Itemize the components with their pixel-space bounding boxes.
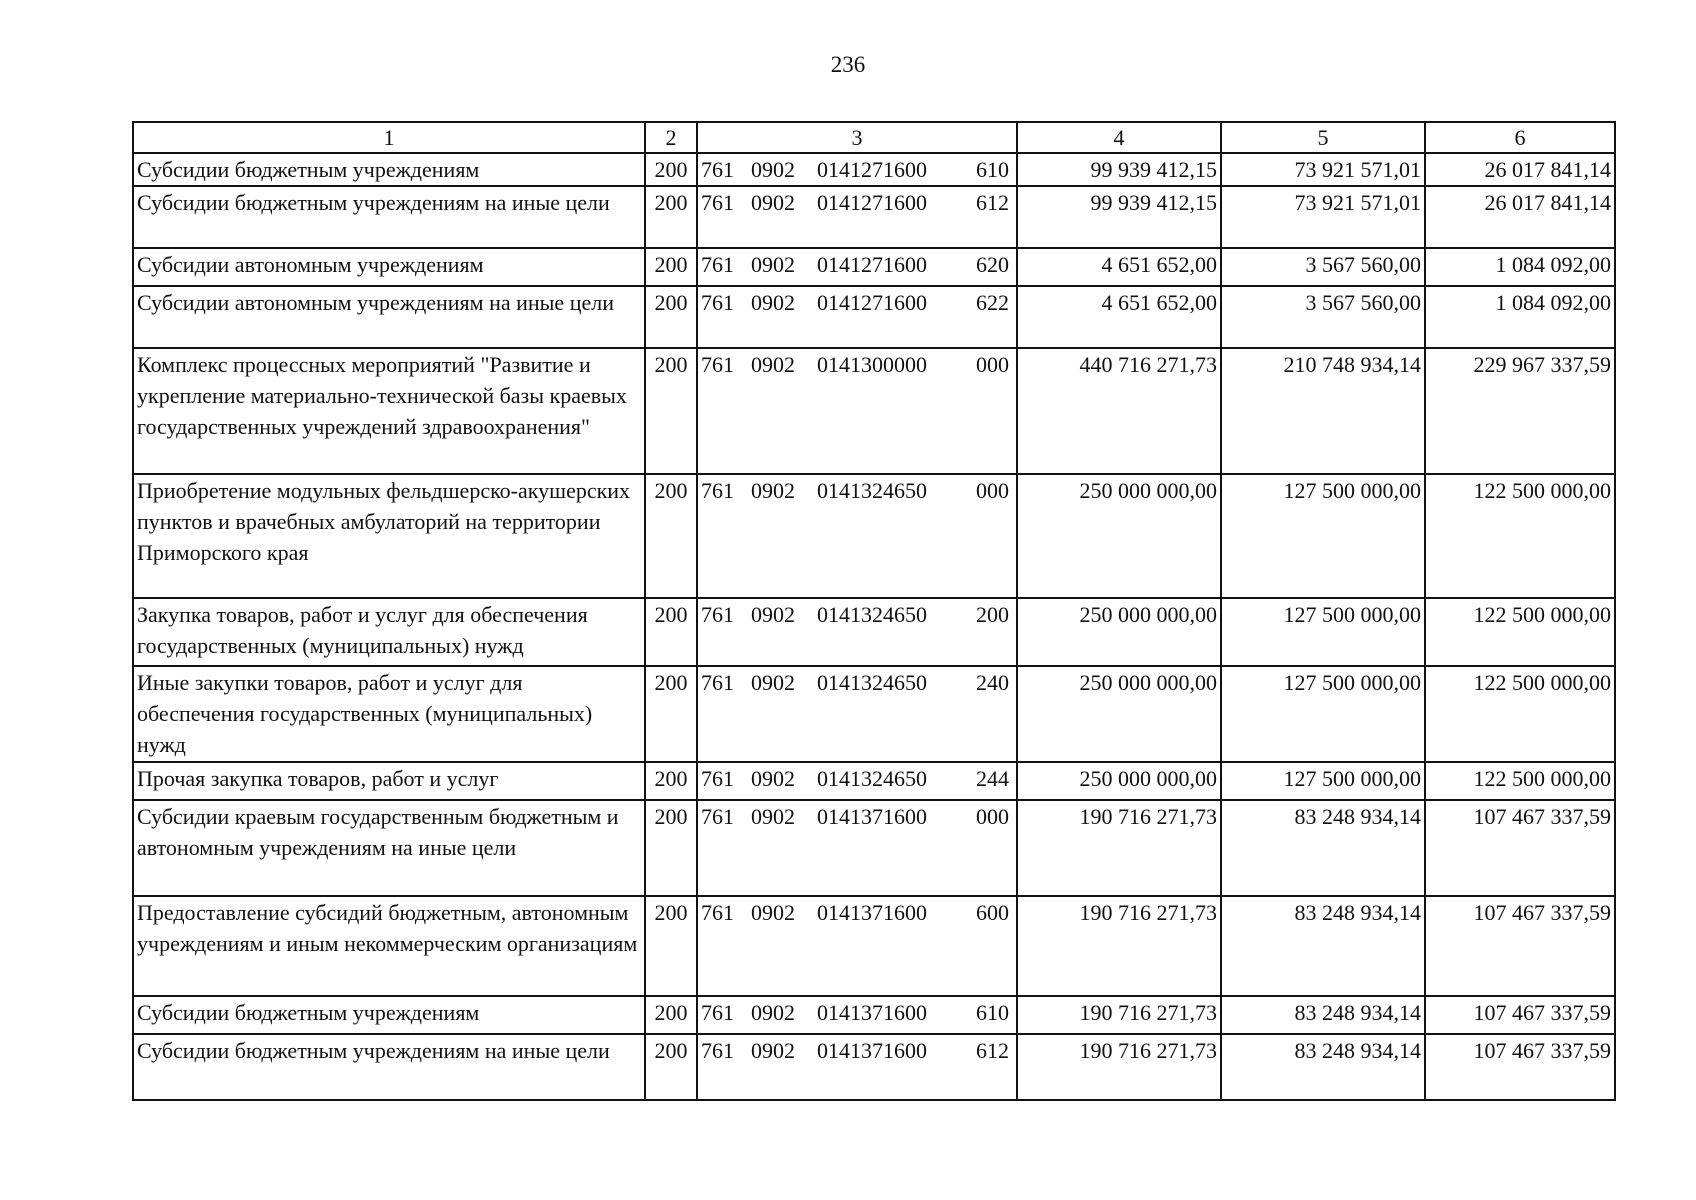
amount-col4-cell: 250 000 000,00 [1017, 666, 1221, 762]
classification-code-cell [697, 996, 1017, 1034]
code-200-cell: 200 [645, 666, 697, 762]
expense-type-code: 000 [976, 352, 1009, 377]
table-row [133, 996, 1615, 1034]
classification-code-cell [697, 896, 1017, 996]
amount-col4-cell: 4 651 652,00 [1017, 286, 1221, 348]
amount-col6-cell: 107 467 337,59 [1425, 896, 1615, 996]
expense-type-code: 622 [976, 290, 1009, 315]
code-200-cell: 200 [645, 153, 697, 186]
classification-code-cell [697, 474, 1017, 598]
row-name-cell: Иные закупки товаров, работ и услуг для обеспечения государственных (муниципальных) нужд [133, 666, 645, 762]
ministry-code: 761 [701, 157, 734, 182]
header-cell: 5 [1221, 122, 1425, 153]
ministry-code: 761 [701, 602, 734, 627]
amount-col4-cell: 250 000 000,00 [1017, 762, 1221, 800]
amount-col5-cell: 73 921 571,01 [1221, 186, 1425, 248]
amount-col6-cell: 122 500 000,00 [1425, 666, 1615, 762]
target-article-code: 0141324650 [817, 766, 927, 791]
classification-code-cell [697, 248, 1017, 286]
section-code: 0902 [751, 804, 795, 829]
table-body [133, 122, 1615, 1100]
target-article-code: 0141371600 [817, 804, 927, 829]
amount-col6-cell: 26 017 841,14 [1425, 186, 1615, 248]
table-row [133, 186, 1615, 248]
code-200-cell: 200 [645, 248, 697, 286]
amount-col4-cell: 190 716 271,73 [1017, 996, 1221, 1034]
target-article-code: 0141371600 [817, 1000, 927, 1025]
ministry-code: 761 [701, 766, 734, 791]
section-code: 0902 [751, 478, 795, 503]
amount-col5-cell: 3 567 560,00 [1221, 286, 1425, 348]
table-row [133, 598, 1615, 666]
code-200-cell: 200 [645, 598, 697, 666]
expense-type-code: 620 [976, 252, 1009, 277]
target-article-code: 0141371600 [817, 900, 927, 925]
amount-col5-cell: 83 248 934,14 [1221, 996, 1425, 1034]
table-row [133, 153, 1615, 186]
row-name-cell: Субсидии бюджетным учреждениям [133, 153, 645, 186]
target-article-code: 0141271600 [817, 290, 927, 315]
amount-col6-cell: 1 084 092,00 [1425, 248, 1615, 286]
header-cell: 2 [645, 122, 697, 153]
amount-col6-cell: 122 500 000,00 [1425, 598, 1615, 666]
code-200-cell: 200 [645, 762, 697, 800]
table-row [133, 666, 1615, 762]
amount-col5-cell: 3 567 560,00 [1221, 248, 1425, 286]
expense-type-code: 612 [976, 190, 1009, 215]
section-code: 0902 [751, 290, 795, 315]
page-number: 236 [830, 52, 866, 77]
amount-col4-cell: 250 000 000,00 [1017, 598, 1221, 666]
code-200-cell: 200 [645, 286, 697, 348]
table-row [133, 474, 1615, 598]
code-200-cell: 200 [645, 996, 697, 1034]
amount-col4-cell: 190 716 271,73 [1017, 896, 1221, 996]
target-article-code: 0141271600 [817, 190, 927, 215]
expense-type-code: 000 [976, 804, 1009, 829]
amount-col6-cell: 122 500 000,00 [1425, 762, 1615, 800]
section-code: 0902 [751, 900, 795, 925]
classification-code-cell [697, 598, 1017, 666]
code-200-cell: 200 [645, 1034, 697, 1100]
section-code: 0902 [751, 1000, 795, 1025]
row-name-cell: Субсидии бюджетным учреждениям на иные цели [133, 186, 645, 248]
target-article-code: 0141324650 [817, 670, 927, 695]
amount-col6-cell: 1 084 092,00 [1425, 286, 1615, 348]
ministry-code: 761 [701, 804, 734, 829]
classification-code-cell [697, 762, 1017, 800]
section-code: 0902 [751, 1038, 795, 1063]
expense-type-code: 610 [976, 157, 1009, 182]
table-row [133, 286, 1615, 348]
amount-col5-cell: 127 500 000,00 [1221, 474, 1425, 598]
amount-col4-cell: 99 939 412,15 [1017, 153, 1221, 186]
code-200-cell: 200 [645, 186, 697, 248]
ministry-code: 761 [701, 900, 734, 925]
amount-col5-cell: 210 748 934,14 [1221, 348, 1425, 474]
expense-type-code: 610 [976, 1000, 1009, 1025]
ministry-code: 761 [701, 1000, 734, 1025]
amount-col5-cell: 83 248 934,14 [1221, 896, 1425, 996]
row-name-cell: Субсидии бюджетным учреждениям на иные цели [133, 1034, 645, 1100]
amount-col4-cell: 99 939 412,15 [1017, 186, 1221, 248]
row-name-cell: Субсидии бюджетным учреждениям [133, 996, 645, 1034]
row-name-cell: Предоставление субсидий бюджетным, автономным учреждениям и иным некоммерческим организациям [133, 896, 645, 996]
section-code: 0902 [751, 190, 795, 215]
section-code: 0902 [751, 157, 795, 182]
amount-col6-cell: 107 467 337,59 [1425, 800, 1615, 896]
table-header-row [133, 122, 1615, 153]
amount-col6-cell: 122 500 000,00 [1425, 474, 1615, 598]
row-name-cell: Прочая закупка товаров, работ и услуг [133, 762, 645, 800]
amount-col5-cell: 127 500 000,00 [1221, 598, 1425, 666]
code-200-cell: 200 [645, 800, 697, 896]
amount-col5-cell: 83 248 934,14 [1221, 800, 1425, 896]
row-name-cell: Приобретение модульных фельдшерско-акушерских пунктов и врачебных амбулаторий на территории Приморского края [133, 474, 645, 598]
amount-col5-cell: 83 248 934,14 [1221, 1034, 1425, 1100]
row-name-cell: Субсидии автономным учреждениям на иные цели [133, 286, 645, 348]
amount-col4-cell: 190 716 271,73 [1017, 800, 1221, 896]
amount-col6-cell: 107 467 337,59 [1425, 1034, 1615, 1100]
code-200-cell: 200 [645, 348, 697, 474]
amount-col4-cell: 190 716 271,73 [1017, 1034, 1221, 1100]
target-article-code: 0141324650 [817, 602, 927, 627]
section-code: 0902 [751, 252, 795, 277]
table-row [133, 348, 1615, 474]
classification-code-cell [697, 153, 1017, 186]
header-cell: 3 [697, 122, 1017, 153]
expense-type-code: 244 [976, 766, 1009, 791]
ministry-code: 761 [701, 670, 734, 695]
section-code: 0902 [751, 670, 795, 695]
expense-type-code: 612 [976, 1038, 1009, 1063]
target-article-code: 0141371600 [817, 1038, 927, 1063]
row-name-cell: Закупка товаров, работ и услуг для обеспечения государственных (муниципальных) нужд [133, 598, 645, 666]
header-cell: 1 [133, 122, 645, 153]
expense-type-code: 600 [976, 900, 1009, 925]
amount-col4-cell: 250 000 000,00 [1017, 474, 1221, 598]
expense-type-code: 000 [976, 478, 1009, 503]
row-name-cell: Субсидии краевым государственным бюджетным и автономным учреждениям на иные цели [133, 800, 645, 896]
ministry-code: 761 [701, 190, 734, 215]
code-200-cell: 200 [645, 474, 697, 598]
classification-code-cell [697, 666, 1017, 762]
classification-code-cell [697, 800, 1017, 896]
ministry-code: 761 [701, 252, 734, 277]
amount-col5-cell: 73 921 571,01 [1221, 153, 1425, 186]
target-article-code: 0141271600 [817, 157, 927, 182]
amount-col5-cell: 127 500 000,00 [1221, 762, 1425, 800]
table-row [133, 1034, 1615, 1100]
ministry-code: 761 [701, 478, 734, 503]
expense-type-code: 200 [976, 602, 1009, 627]
target-article-code: 0141271600 [817, 252, 927, 277]
expense-type-code: 240 [976, 670, 1009, 695]
amount-col6-cell: 229 967 337,59 [1425, 348, 1615, 474]
amount-col4-cell: 440 716 271,73 [1017, 348, 1221, 474]
amount-col6-cell: 26 017 841,14 [1425, 153, 1615, 186]
classification-code-cell [697, 286, 1017, 348]
header-cell: 6 [1425, 122, 1615, 153]
section-code: 0902 [751, 352, 795, 377]
section-code: 0902 [751, 766, 795, 791]
classification-code-cell [697, 1034, 1017, 1100]
ministry-code: 761 [701, 1038, 734, 1063]
ministry-code: 761 [701, 290, 734, 315]
table-row [133, 896, 1615, 996]
amount-col6-cell: 107 467 337,59 [1425, 996, 1615, 1034]
budget-table [132, 121, 1616, 1101]
header-cell: 4 [1017, 122, 1221, 153]
classification-code-cell [697, 186, 1017, 248]
target-article-code: 0141300000 [817, 352, 927, 377]
table-row [133, 800, 1615, 896]
ministry-code: 761 [701, 352, 734, 377]
code-200-cell: 200 [645, 896, 697, 996]
table-row [133, 762, 1615, 800]
amount-col5-cell: 127 500 000,00 [1221, 666, 1425, 762]
target-article-code: 0141324650 [817, 478, 927, 503]
row-name-cell: Субсидии автономным учреждениям [133, 248, 645, 286]
classification-code-cell [697, 348, 1017, 474]
row-name-cell: Комплекс процессных мероприятий "Развитие и укрепление материально-технической базы краевых государственных учреждений здравоохранения" [133, 348, 645, 474]
table-row [133, 248, 1615, 286]
amount-col4-cell: 4 651 652,00 [1017, 248, 1221, 286]
section-code: 0902 [751, 602, 795, 627]
